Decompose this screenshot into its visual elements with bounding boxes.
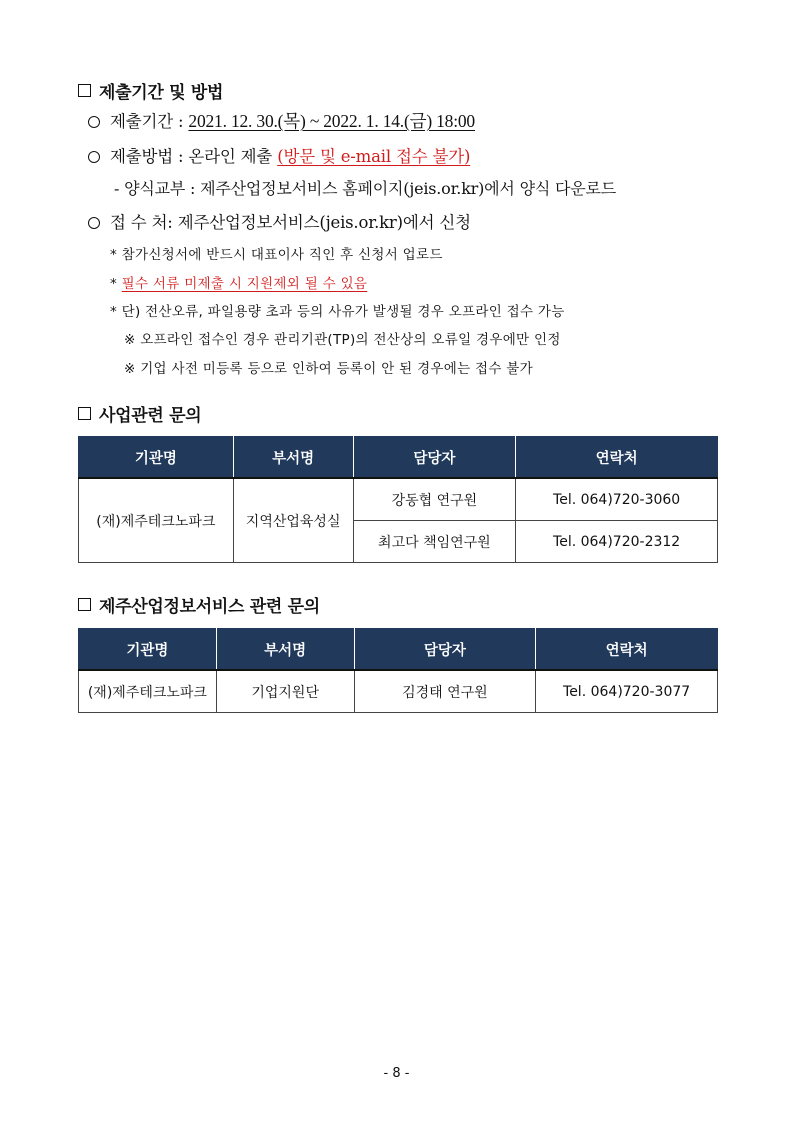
section-title-text: 제출기간 및 방법 bbox=[99, 83, 224, 103]
section-title-submission bbox=[78, 78, 223, 103]
table-header-row bbox=[79, 629, 718, 671]
header-org: 기관명 bbox=[79, 629, 217, 671]
contact-cell: Tel. 064)720-3060 bbox=[516, 478, 718, 521]
person-cell: 강동협 연구원 bbox=[353, 478, 516, 521]
circle-bullet-icon bbox=[88, 151, 100, 163]
section-title-text: 사업관련 문의 bbox=[99, 406, 202, 426]
table-row bbox=[79, 670, 718, 713]
section-title-text: 제주산업정보서비스 관련 문의 bbox=[99, 597, 320, 617]
header-person: 담당자 bbox=[354, 629, 536, 671]
receipt-line bbox=[88, 209, 471, 233]
checkbox-square-icon bbox=[78, 407, 91, 420]
note-1: * 참가신청서에 반드시 대표이사 직인 후 신청서 업로드 bbox=[110, 247, 443, 263]
submission-method bbox=[88, 143, 470, 167]
period-value: 2021. 12. 30.(목) ~ 2022. 1. 14.(금) 18:00 bbox=[188, 111, 475, 131]
person-cell: 김경태 연구원 bbox=[354, 670, 536, 713]
contact-cell: Tel. 064)720-3077 bbox=[536, 670, 718, 713]
method-label: 제출방법 : 온라인 제출 bbox=[110, 147, 278, 166]
table-row bbox=[79, 478, 718, 521]
dept-cell: 지역산업육성실 bbox=[233, 478, 353, 563]
section-title-jeis-inquiry bbox=[78, 592, 320, 617]
circle-bullet-icon bbox=[88, 217, 100, 229]
submission-period bbox=[88, 108, 475, 133]
note-4: ※ 오프라인 접수인 경우 관리기관(TP)의 전산상의 오류일 경우에만 인정 bbox=[124, 332, 561, 348]
period-label: 제출기간 : bbox=[110, 112, 189, 131]
header-contact: 연락처 bbox=[516, 437, 718, 479]
note-2-text: 필수 서류 미제출 시 지원제외 될 수 있음 bbox=[121, 276, 368, 292]
jeis-contact-table bbox=[78, 628, 718, 713]
circle-bullet-icon bbox=[88, 116, 100, 128]
page-number: - 8 - bbox=[383, 1066, 410, 1081]
table-header-row bbox=[79, 437, 718, 479]
checkbox-square-icon bbox=[78, 598, 91, 611]
section-title-business-inquiry bbox=[78, 401, 201, 426]
form-distribution-line: - 양식교부 : 제주산업정보서비스 홈페이지(jeis.or.kr)에서 양식 다운로드 bbox=[114, 179, 616, 198]
receipt-text: 접 수 처: 제주산업정보서비스(jeis.or.kr)에서 신청 bbox=[110, 213, 471, 232]
org-cell: (재)제주테크노파크 bbox=[79, 670, 217, 713]
person-cell: 최고다 책임연구원 bbox=[353, 521, 516, 563]
header-contact: 연락처 bbox=[536, 629, 718, 671]
note-star: * bbox=[110, 276, 118, 292]
header-org: 기관명 bbox=[79, 437, 234, 479]
note-3: * 단) 전산오류, 파일용량 초과 등의 사유가 발생될 경우 오프라인 접수 가능 bbox=[110, 304, 565, 320]
note-2 bbox=[110, 272, 367, 292]
header-dept: 부서명 bbox=[216, 629, 354, 671]
business-contact-table bbox=[78, 436, 718, 563]
org-cell: (재)제주테크노파크 bbox=[79, 478, 234, 563]
checkbox-square-icon bbox=[78, 84, 91, 97]
header-dept: 부서명 bbox=[233, 437, 353, 479]
header-person: 담당자 bbox=[353, 437, 516, 479]
dept-cell: 기업지원단 bbox=[216, 670, 354, 713]
method-note: (방문 및 e-mail 접수 불가) bbox=[277, 147, 471, 166]
contact-cell: Tel. 064)720-2312 bbox=[516, 521, 718, 563]
note-5: ※ 기업 사전 미등록 등으로 인하여 등록이 안 된 경우에는 접수 불가 bbox=[124, 361, 533, 377]
